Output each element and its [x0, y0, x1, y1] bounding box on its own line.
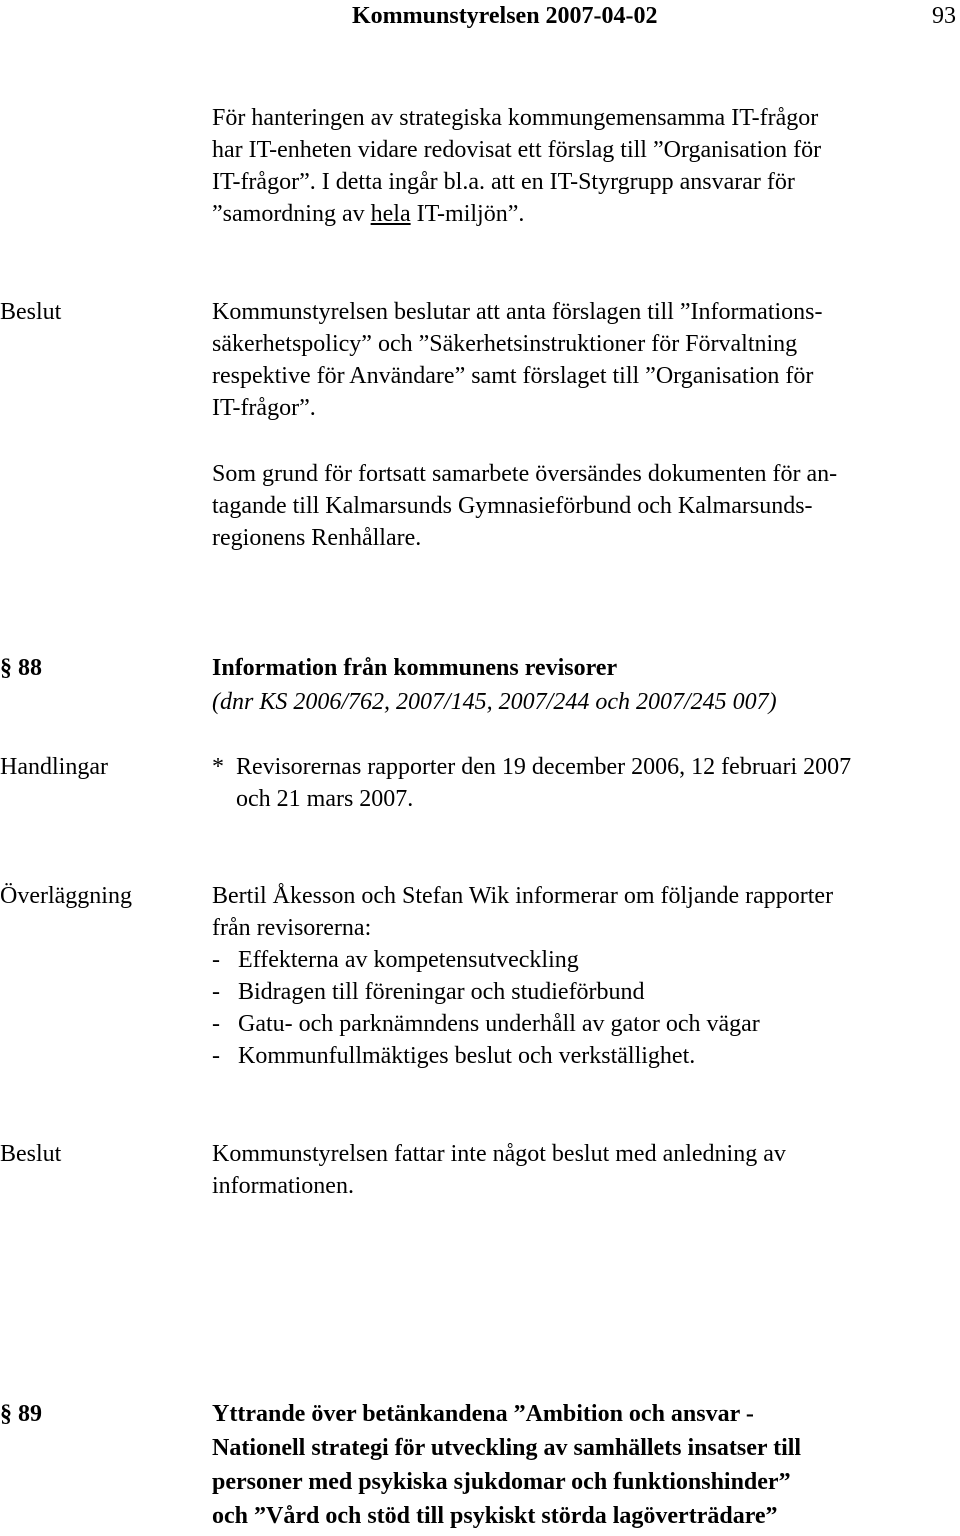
handlingar-line: och 21 mars 2007.: [212, 786, 414, 812]
overlaggning-label: Överläggning: [0, 883, 132, 909]
section-title-line: och ”Vård och stöd till psykiskt störda lagöverträdare”: [212, 1503, 778, 1529]
section-title-line: Yttrande över betänkandena ”Ambition och ansvar -: [212, 1401, 754, 1427]
beslut-paragraph: [212, 296, 823, 424]
beslut-line: IT-frågor”.: [212, 395, 316, 421]
intro-line: För hanteringen av strategiska kommungemensamma IT-frågor: [212, 105, 819, 131]
section-title: [212, 1398, 801, 1534]
beslut-label: Beslut: [0, 1141, 62, 1167]
page-header-title: Kommunstyrelsen 2007-04-02: [352, 3, 658, 29]
section-number: § 89: [0, 1401, 42, 1427]
handlingar-label: Handlingar: [0, 754, 108, 780]
section-dnr: (dnr KS 2006/762, 2007/145, 2007/244 och 2007/245 007): [212, 689, 777, 715]
overlaggning-text: [212, 880, 833, 1072]
beslut-text: [212, 1138, 786, 1202]
overlaggning-list-item: - Bidragen till föreningar och studieförbund: [212, 979, 645, 1005]
section-title: Information från kommunens revisorer: [212, 655, 618, 681]
page-number: 93: [932, 3, 956, 29]
overlaggning-line: Bertil Åkesson och Stefan Wik informerar om följande rapporter: [212, 883, 834, 909]
intro-last-prefix: ”samordning av: [212, 201, 371, 227]
intro-line: IT-frågor”. I detta ingår bl.a. att en IT-Styrgrupp ansvarar för: [212, 169, 795, 195]
beslut-line: tagande till Kalmarsunds Gymnasieförbund och Kalmarsunds-: [212, 493, 813, 519]
beslut-line: respektive för Användare” samt förslaget till ”Organisation för: [212, 363, 814, 389]
intro-last-line: [212, 198, 821, 230]
beslut-line: Som grund för fortsatt samarbete översändes dokumenten för an-: [212, 461, 838, 487]
overlaggning-line: från revisorerna:: [212, 915, 372, 941]
intro-line: har IT-enheten vidare redovisat ett förslag till ”Organisation för: [212, 137, 822, 163]
section-number: § 88: [0, 655, 42, 681]
intro-underlined-word: hela: [370, 201, 411, 227]
overlaggning-list-item: - Effekterna av kompetensutveckling: [212, 947, 579, 973]
beslut-line: Kommunstyrelsen fattar inte något beslut med anledning av: [212, 1141, 786, 1167]
beslut-line: regionens Renhållare.: [212, 525, 422, 551]
intro-last-suffix: IT-miljön”.: [410, 201, 525, 227]
overlaggning-list-item: - Kommunfullmäktiges beslut och verkställighet.: [212, 1043, 696, 1069]
beslut-line: Kommunstyrelsen beslutar att anta förslagen till ”Informations-: [212, 299, 823, 325]
beslut-label: Beslut: [0, 299, 62, 325]
section-title-line: personer med psykiska sjukdomar och funktionshinder”: [212, 1469, 791, 1495]
section-title-line: Nationell strategi för utveckling av samhällets insatser till: [212, 1435, 802, 1461]
intro-paragraph: [212, 102, 821, 230]
handlingar-line: * Revisorernas rapporter den 19 december 2006, 12 februari 2007: [212, 754, 852, 780]
beslut-paragraph-2: [212, 458, 837, 554]
handlingar-text: [212, 751, 851, 815]
beslut-line: informationen.: [212, 1173, 354, 1199]
overlaggning-list-item: - Gatu- och parknämndens underhåll av gator och vägar: [212, 1011, 760, 1037]
beslut-line: säkerhetspolicy” och ”Säkerhetsinstruktioner för Förvaltning: [212, 331, 798, 357]
